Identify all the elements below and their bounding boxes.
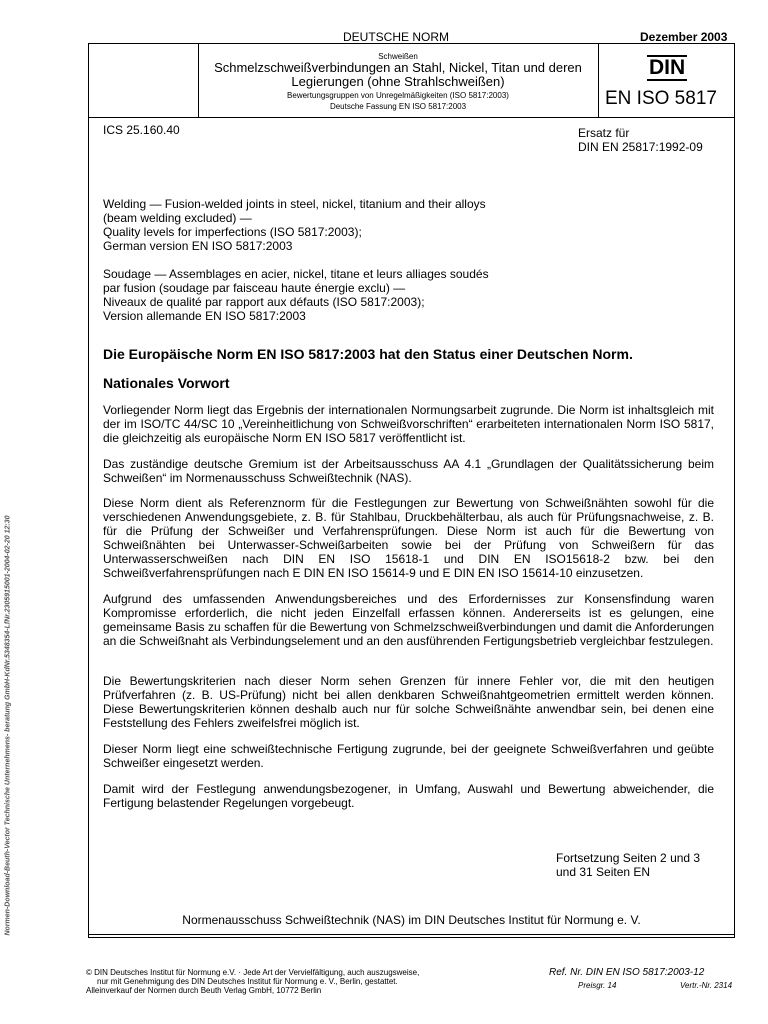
french-title: Soudage — Assemblages en acier, nickel, titane et leurs alliages soudés par fusion (soudage par faisceau haute énergie exclu) — Niveaux de qualité par rapport aux défauts (ISO 5817:2003); Version allemande EN ISO 5817:2003 bbox=[103, 267, 489, 323]
foreword-heading: Nationales Vorwort bbox=[103, 375, 230, 391]
replacement-note: Ersatz für DIN EN 25817:1992-09 bbox=[578, 126, 703, 154]
sales-number: Vertr.-Nr. 2314 bbox=[680, 981, 733, 990]
price-group: Preisgr. 14 bbox=[578, 981, 617, 990]
title-line: Legierungen (ohne Strahlschweißen) bbox=[291, 74, 505, 89]
issue-date: Dezember 2003 bbox=[640, 30, 728, 44]
title-line: Schmelzschweißverbindungen an Stahl, Nickel, Titan und deren bbox=[214, 60, 582, 75]
copyright-notice: © DIN Deutsches Institut für Normung e.V. · Jede Art der Vervielfältigung, auch auszugsweise, nur mit Genehmigung des DIN Deutsches Institut für Normung e. V., Berlin, gestattet. Alleinverkauf der Normen durch Beuth Verlag GmbH, 10772 Berlin bbox=[86, 968, 420, 995]
ics-code: ICS 25.160.40 bbox=[103, 123, 180, 137]
download-watermark: Normen-Download-Beuth-Vector Technische Unternehmens- beratung GmbH-KdNr.5348354-LfNr.2305915001-2004-02-20 12:30 bbox=[4, 515, 12, 936]
paragraph: Das zuständige deutsche Gremium ist der Arbeitsausschuss AA 4.1 „Grundlagen der Qualitätssicherung beim Schweißen“ im Normenausschuss Schweißtechnik (NAS). bbox=[103, 457, 714, 485]
paragraph: Damit wird der Festlegung anwendungsbezogener, in Umfang, Auswahl und Bewertung abweichender, die Fertigung belastender Regelungen vorgebeugt. bbox=[103, 782, 714, 810]
title-block bbox=[200, 52, 596, 111]
paragraph: Vorliegender Norm liegt das Ergebnis der internationalen Normungsarbeit zugrunde. Die Norm ist inhaltsgleich mit der im ISO/TC 44/SC 10 „Vereinheitlichung von Schweißvorschriften“ erarbeiteten internationalen Norm ISO 5817, die gleichzeitig als europäische Norm EN ISO 5817 veröffentlicht ist. bbox=[103, 403, 714, 445]
subtitle: Bewertungsgruppen von Unregelmäßigkeiten (ISO 5817:2003) bbox=[287, 91, 509, 100]
divider bbox=[198, 43, 199, 117]
paragraph: Dieser Norm liegt eine schweißtechnische Fertigung zugrunde, bei der geeignete Schweißverfahren und geübte Schweißer eingesetzt werden. bbox=[103, 742, 714, 770]
paragraph: Diese Norm dient als Referenznorm für die Festlegungen zur Bewertung von Schweißnähten sowohl für die verschiedenen Anwendungsgebiete, z. B. für Stahlbau, Druckbehälterbau, als auch für Prüfungsnachweise, z. B. für die Prüfung der Schweißer und Verfahrensprüfungen. Diese Norm ist auch für die Bewertung von Schweißnähten bei Unterwasser-Schweißarbeiten sowie bei der Prüfung von Schweißern für das Unterwasserschweißen nach DIN EN ISO 15618-1 und DIN EN ISO15618-2 bzw. bei den Schweißverfahrensprüfungen nach E DIN EN ISO 15614-9 und E DIN EN ISO 15614-10 einzusetzen. bbox=[103, 496, 714, 580]
paragraph: Die Bewertungskriterien nach dieser Norm sehen Grenzen für innere Fehler vor, die mit den heutigen Prüfverfahren (z. B. US-Prüfung) nicht bei allen denkbaren Schweißnahtgeometrien ermittelt werden können. Diese Bewertungskriterien können deshalb auch nur für solche Schweißnähte anwendbar sein, bei denen eine Feststellung des Fehlers zweifelsfrei möglich ist. bbox=[103, 674, 714, 730]
standard-type: DEUTSCHE NORM bbox=[343, 30, 450, 44]
continuation-note: Fortsetzung Seiten 2 und 3 und 31 Seiten EN bbox=[556, 851, 701, 879]
divider bbox=[88, 934, 735, 935]
divider bbox=[598, 43, 599, 117]
committee-name: Normenausschuss Schweißtechnik (NAS) im DIN Deutsches Institut für Normung e. V. bbox=[182, 913, 641, 927]
paragraph: Aufgrund des umfassenden Anwendungsbereiches und des Erfordernisses zur Konsensfindung waren Kompromisse erforderlich, die nicht jeden Einzelfall erfassen können. Andererseits ist es gelungen, eine gemeinsame Basis zu schaffen für die Bewertung von Schmelzschweißverbindungen und damit die Anforderungen an die Schweißnaht als Verbindungselement und an den ausführenden Fertigungsbetrieb vergleichbar festzulegen. bbox=[103, 592, 714, 648]
version-label: Deutsche Fassung EN ISO 5817:2003 bbox=[329, 102, 467, 111]
reference-number: Ref. Nr. DIN EN ISO 5817:2003-12 bbox=[549, 967, 705, 978]
standard-number: EN ISO 5817 bbox=[605, 88, 717, 109]
category-label: Schweißen bbox=[378, 52, 418, 61]
divider bbox=[88, 117, 735, 118]
english-title: Welding — Fusion-welded joints in steel, nickel, titanium and their alloys (beam welding excluded) — Quality levels for imperfections (ISO 5817:2003); German version EN ISO 5817:2003 bbox=[103, 197, 486, 253]
status-statement: Die Europäische Norm EN ISO 5817:2003 hat den Status einer Deutschen Norm. bbox=[103, 346, 633, 362]
din-logo: DIN bbox=[649, 56, 686, 79]
